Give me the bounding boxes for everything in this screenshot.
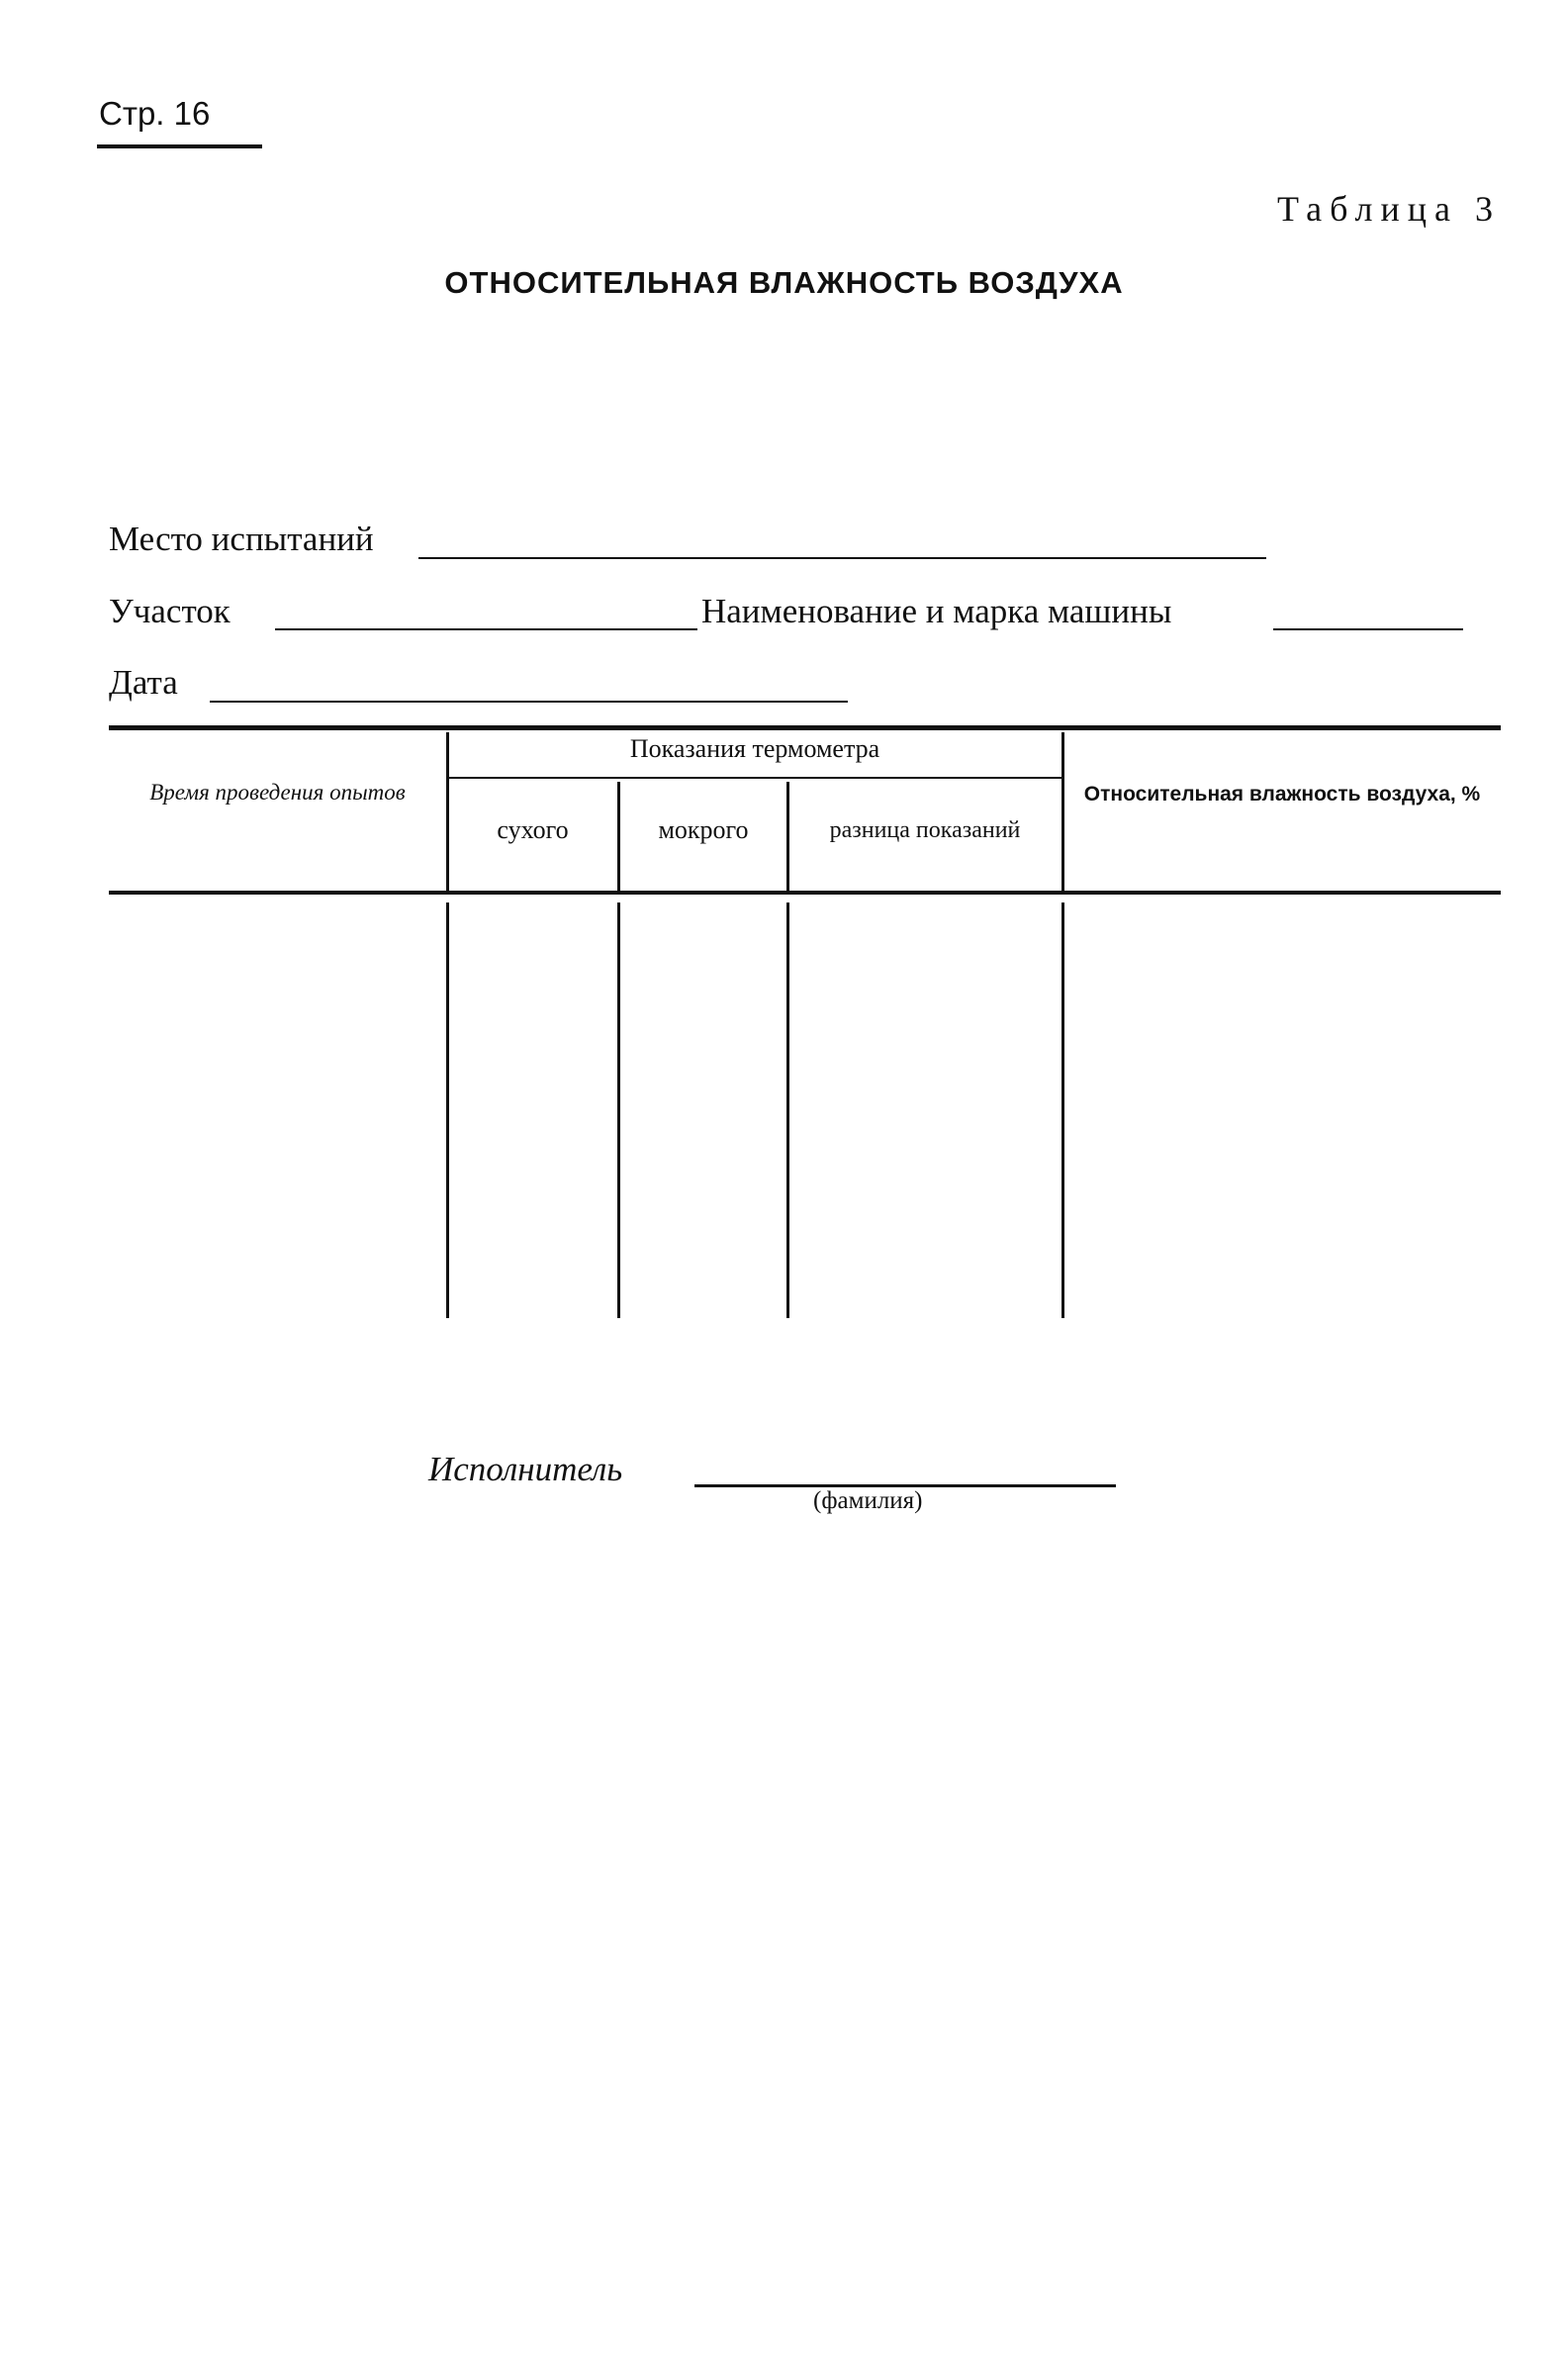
column-header-time: Время проведения опытов (149, 780, 406, 805)
section-label: Участок (109, 592, 231, 630)
column-header-wet: мокрого (658, 815, 749, 844)
page-number-underline (97, 144, 262, 148)
table-header-border (109, 891, 1501, 895)
column-header-dry: сухого (497, 815, 569, 844)
column-divider (1061, 732, 1064, 891)
section-field-line[interactable] (275, 628, 697, 630)
column-divider (786, 902, 789, 1318)
machine-label: Наименование и марка машины (701, 592, 1172, 630)
table-label: Таблица 3 (1277, 189, 1501, 229)
surname-caption: (фамилия) (813, 1487, 923, 1514)
table-top-border (109, 725, 1501, 730)
performer-label: Исполнитель (428, 1450, 623, 1488)
column-header-difference: разница показаний (829, 817, 1021, 843)
column-divider (617, 902, 620, 1318)
column-header-humidity: Относительная влажность воздуха, % (1083, 783, 1481, 806)
date-field-line[interactable] (210, 701, 848, 703)
page-title: ОТНОСИТЕЛЬНАЯ ВЛАЖНОСТЬ ВОЗДУХА (444, 265, 1124, 300)
thermometer-group-divider (448, 777, 1063, 779)
page-number: Стр. 16 (99, 95, 211, 132)
machine-field-line[interactable] (1273, 628, 1463, 630)
column-group-thermometer: Показания термометра (629, 734, 880, 763)
column-divider (1061, 902, 1064, 1318)
date-label: Дата (109, 663, 178, 702)
column-divider (446, 902, 449, 1318)
place-field-line[interactable] (418, 557, 1266, 559)
place-label: Место испытаний (109, 520, 374, 558)
